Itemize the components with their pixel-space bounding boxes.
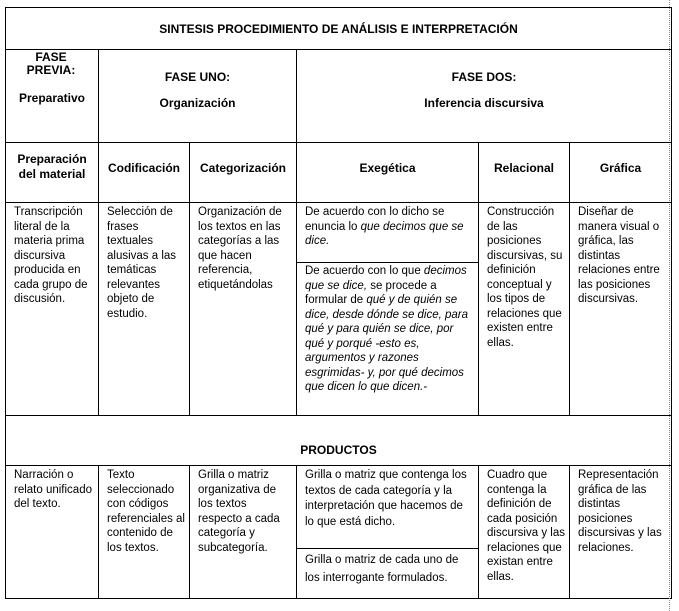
col-header-relacional: Relacional — [493, 161, 555, 175]
table-title: SINTESIS PROCEDIMIENTO DE ANÁLISIS E INTERPRETACIÓN — [159, 22, 518, 36]
col-header-exegetica: Exegética — [359, 161, 416, 175]
col-rule-3b — [296, 465, 297, 599]
product-relacional: Cuadro que contenga la definición de cada posición discursiva y las relaciones que existan entre ellas. — [487, 469, 565, 583]
product-grafica: Representación gráfica de las distintas posiciones discursivas y las relaciones. — [578, 469, 662, 554]
process-exegetica-1-italic: que decimos que se dice. — [305, 220, 464, 247]
process-exegetica-2-text-a: De acuerdo con lo que — [305, 265, 424, 277]
phase-previa-name: FASE PREVIA: — [26, 50, 76, 77]
product-codificacion: Texto seleccionado con códigos referenciales al contenido de los textos. — [107, 469, 185, 554]
product-preparacion: Narración o relato unificado del texto. — [14, 469, 92, 510]
rule-process — [5, 415, 672, 416]
rule-phases — [5, 142, 672, 143]
phase-uno-name: FASE UNO: — [164, 70, 231, 84]
process-relacional: Construcción de las posiciones discursivas, su definición conceptual y los tipos de relaciones que existen entre ellas. — [487, 206, 563, 349]
col-rule-5 — [569, 142, 570, 416]
col-header-preparacion: Preparación del material — [17, 152, 87, 181]
productos-label: PRODUCTOS — [300, 443, 377, 457]
col-rule-4 — [478, 142, 479, 416]
col-header-grafica: Gráfica — [599, 161, 642, 175]
col-header-codificacion: Codificación — [107, 161, 180, 175]
border-right — [671, 7, 672, 599]
border-top — [5, 7, 672, 8]
col-rule-2b — [189, 465, 190, 599]
product-exegetica-1: Grilla o matriz que contenga los textos de cada categoría y la interpretación que hacemos de lo que está dicho. — [305, 469, 467, 528]
process-exegetica-1-text: De acuerdo con lo dicho se enuncia lo — [305, 206, 445, 233]
rule-exegetica-process — [297, 262, 478, 263]
phase-uno-sub: Organización — [159, 96, 236, 110]
rule-title — [5, 49, 672, 50]
product-categorizacion: Grilla o matriz organizativa de los textos respecto a cada categoría y subcategoría. — [198, 469, 280, 554]
process-exegetica-2-italic-b: qué y de quién se dice, desde dónde se dice, para qué y para quién se dice, por qué y porqué -esto es, argumentos y razones esgrimidas- y, por qué decimos que dicen lo que dicen.- — [305, 294, 469, 393]
page-margin-guide — [669, 0, 670, 611]
process-exegetica-2 — [305, 264, 473, 395]
phase-dos-name: FASE DOS: — [451, 70, 517, 84]
phase-dos-sub: Inferencia discursiva — [424, 96, 544, 110]
rule-exegetica-products — [297, 548, 478, 549]
rule-columns — [5, 202, 672, 203]
process-codificacion: Selección de frases textuales alusivas a las temáticas relevantes objeto de estudio. — [107, 206, 177, 320]
process-exegetica-1 — [305, 205, 473, 249]
process-grafica: Diseñar de manera visual o gráfica, las distintas relaciones entre las posiciones discursivas. — [578, 206, 660, 305]
phase-previa-sub: Preparativo — [18, 91, 86, 105]
rule-productos — [5, 465, 672, 466]
process-exegetica-2-text-b: se procede a formular de — [305, 279, 437, 306]
process-exegetica-2-italic-a: decimos que se dice, — [305, 265, 467, 292]
col-rule-2 — [189, 142, 190, 416]
col-rule-4b — [478, 465, 479, 599]
col-rule-1b — [98, 465, 99, 599]
product-exegetica-2: Grilla o matriz de cada uno de los interrogante formulados. — [305, 554, 459, 584]
process-preparacion: Transcripción literal de la materia prima discursiva producida en cada grupo de discusión. — [14, 206, 88, 305]
border-bottom — [5, 598, 672, 599]
col-header-categorizacion: Categorización — [199, 161, 286, 175]
process-categorizacion: Organización de los textos en las categorías a las que hacen referencia, etiquetándolas — [198, 206, 282, 291]
col-rule-5b — [569, 465, 570, 599]
